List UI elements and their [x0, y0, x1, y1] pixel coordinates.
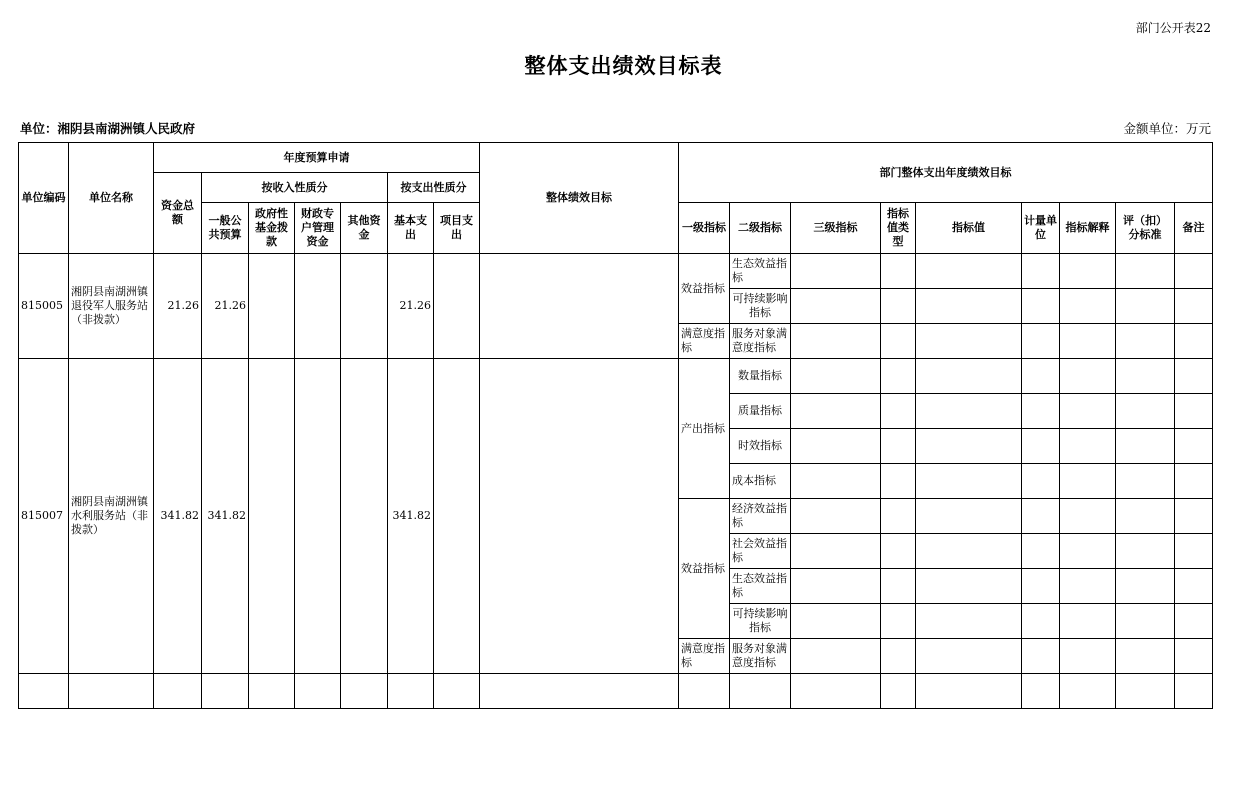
level1-indicator: 效益指标 [679, 499, 730, 639]
overall-goal-cell [480, 359, 679, 674]
col-other-fund: 其他资金 [341, 203, 388, 254]
total-amount: 341.82 [154, 359, 202, 674]
level1-indicator: 效益指标 [679, 254, 730, 324]
level2-indicator: 可持续影响指标 [730, 604, 791, 639]
col-value-type: 指标值类型 [881, 203, 916, 254]
level2-indicator: 服务对象满意度指标 [730, 324, 791, 359]
col-explain: 指标解释 [1060, 203, 1116, 254]
col-score: 评（扣）分标准 [1116, 203, 1175, 254]
performance-table [18, 142, 1213, 709]
col-annual-budget: 年度预算申请 [154, 143, 480, 173]
basic-exp-amount: 21.26 [388, 254, 434, 359]
level2-indicator: 生态效益指标 [730, 569, 791, 604]
money-unit: 金额单位：万元 [1123, 121, 1211, 136]
col-general-budget: 一般公共预算 [202, 203, 249, 254]
unit-code: 815005 [19, 254, 69, 359]
col-level1: 一级指标 [679, 203, 730, 254]
col-unit-code: 单位编码 [19, 143, 69, 254]
col-total: 资金总额 [154, 173, 202, 254]
level2-indicator: 生态效益指标 [730, 254, 791, 289]
col-level3: 三级指标 [791, 203, 881, 254]
basic-exp-amount: 341.82 [388, 359, 434, 674]
col-gov-fund: 政府性基金拨款 [249, 203, 295, 254]
other-fund-amount [341, 254, 388, 359]
gov-fund-amount [249, 359, 295, 674]
level2-indicator: 服务对象满意度指标 [730, 639, 791, 674]
level2-indicator: 可持续影响指标 [730, 289, 791, 324]
col-by-expense: 按支出性质分 [388, 173, 480, 203]
level1-indicator: 满意度指标 [679, 639, 730, 674]
col-by-income: 按收入性质分 [202, 173, 388, 203]
col-value: 指标值 [916, 203, 1022, 254]
reporting-unit: 单位：湘阴县南湖洲镇人民政府 [20, 121, 196, 136]
gov-fund-amount [249, 254, 295, 359]
overall-goal-cell [480, 254, 679, 359]
level2-indicator: 社会效益指标 [730, 534, 791, 569]
level2-indicator: 质量指标 [730, 394, 791, 429]
general-budget-amount: 341.82 [202, 359, 249, 674]
total-amount: 21.26 [154, 254, 202, 359]
page-title: 整体支出绩效目标表 [524, 54, 723, 78]
level1-indicator: 满意度指标 [679, 324, 730, 359]
other-fund-amount [341, 359, 388, 674]
special-fund-amount [295, 359, 341, 674]
col-level2: 二级指标 [730, 203, 791, 254]
empty-row [19, 674, 1213, 709]
project-exp-amount [434, 359, 480, 674]
col-basic-exp: 基本支出 [388, 203, 434, 254]
col-special-fund: 财政专户管理资金 [295, 203, 341, 254]
col-project-exp: 项目支出 [434, 203, 480, 254]
unit-name: 湘阴县南湖洲镇退役军人服务站（非拨款） [69, 254, 154, 359]
project-exp-amount [434, 254, 480, 359]
unit-name: 湘阴县南湖洲镇水利服务站（非拨款） [69, 359, 154, 674]
special-fund-amount [295, 254, 341, 359]
general-budget-amount: 21.26 [202, 254, 249, 359]
level2-indicator: 成本指标 [730, 464, 791, 499]
col-dept-goal: 部门整体支出年度绩效目标 [679, 143, 1213, 203]
col-unit-name: 单位名称 [69, 143, 154, 254]
col-remark: 备注 [1175, 203, 1213, 254]
unit-code: 815007 [19, 359, 69, 674]
level1-indicator: 产出指标 [679, 359, 730, 499]
col-unit: 计量单位 [1022, 203, 1060, 254]
level2-indicator: 时效指标 [730, 429, 791, 464]
col-overall-goal: 整体绩效目标 [480, 143, 679, 254]
form-number: 部门公开表22 [1135, 21, 1211, 35]
level2-indicator: 经济效益指标 [730, 499, 791, 534]
level2-indicator: 数量指标 [730, 359, 791, 394]
